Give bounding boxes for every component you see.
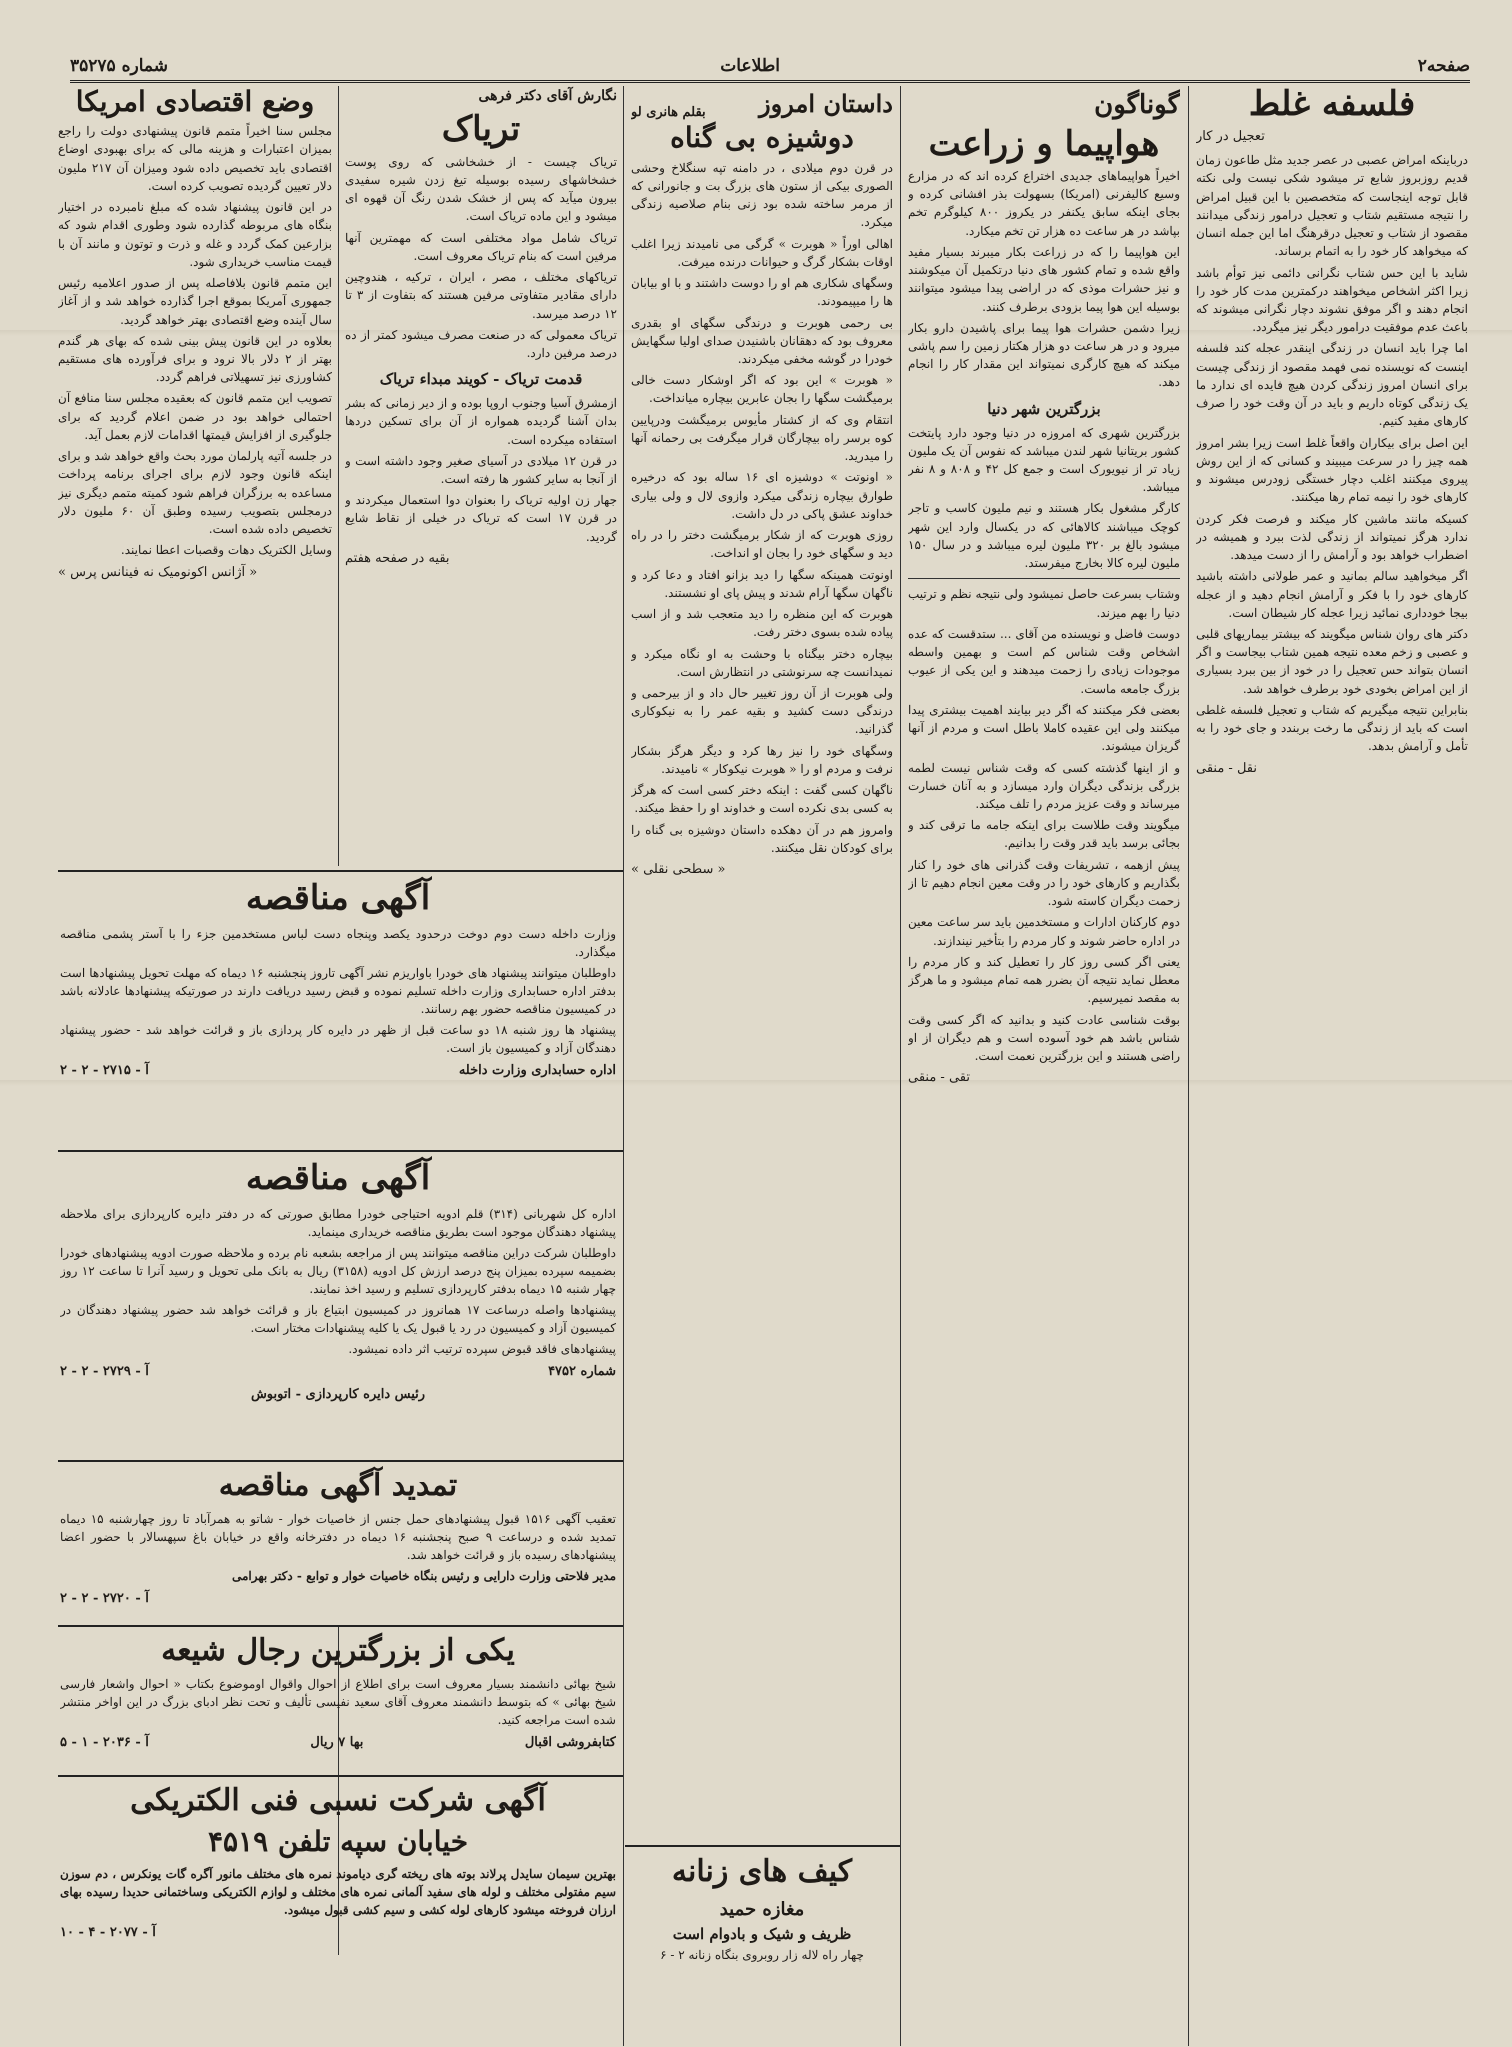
article-paragraph: بزرگترین شهری که امروزه در دنیا وجود دارد پایتخت کشور بریتانیا شهر لندن میباشد که نفوس آن یک ملیون زیاد تر از نیویورک است و جمع کل ۴۲ و ۸۰۸ و ۸ نفر میباشد. xyxy=(908,425,1180,495)
article-signature: « سطحی نقلی » xyxy=(631,862,726,878)
article-paragraph: تریاک معمولی که در صنعت مصرف میشود کمتر از ده درصد مرفین دارد. xyxy=(345,327,617,360)
article-subheading: قدمت تریاک - کویند مبداء تریاک xyxy=(379,370,583,389)
ad-tender-interior xyxy=(60,876,616,1146)
ad-title: آگهی مناقصه xyxy=(245,878,431,918)
article-opium xyxy=(345,86,617,866)
article-paragraph: در این قانون پیشنهاد شده که مبلغ نامبرده در اختیار بنگاه های مربوطه گذارده شود وطوری اقدام شود که بزارعین کمک گردد و غله و ذرت و توتون و مانند آن با قیمت مناسب خریداری شود. xyxy=(58,200,332,269)
ad-code: آ - ۲۰۳۶ - ۱ - ۵ xyxy=(60,1735,149,1750)
article-paragraph: اونوتت همینکه سگها را دید بزانو افتاد و دعا کرد و ناگهان سگها آرام شدند و پیش پای او نشستند. xyxy=(631,567,893,600)
article-paragraph: اگر میخواهید سالم بمانید و عمر طولانی داشته باشید کارهای خود را با فکر و آرامش انجام دهید و از عجله بیجا خودداری نمائید زیرا عجله کار شیطان است. xyxy=(1196,569,1468,620)
ad-code: آ - ۲۷۲۹ - ۲ - ۲ xyxy=(60,1363,149,1379)
ad-title: آگهی مناقصه xyxy=(245,1158,431,1198)
article-title: وضع اقتصادی امریکا xyxy=(75,86,315,118)
column-rule xyxy=(623,86,624,2046)
ad-title: یکی از بزرگترین رجال شیعه xyxy=(161,1633,515,1668)
article-title: دوشیزه بی گناه xyxy=(670,121,854,155)
column-rule xyxy=(1188,86,1189,2046)
ad-paragraph: پیشنهادهای فاقد قبوض سپرده ترتیب اثر داده نمیشود. xyxy=(348,1341,616,1356)
article-paragraph: بعضی فکر میکنند که اگر دیر بیایند اهمیت بیشتری پیدا میکنند ولی این عقیده کاملا باطل است و مردم از آنها گریزان میشوند. xyxy=(908,702,1180,754)
article-paragraph: کسیکه مانند ماشین کار میکند و فرصت فکر کردن ندارد هرگز نمیتواند از زندگی لذت ببرد و همیشه در اضطراب خواهد بود و آرامش را از دست میدهد. xyxy=(1196,511,1468,563)
section-divider xyxy=(58,1460,623,1462)
article-paragraph: شاید با این حس شتاب نگرانی دائمی نیز توأم باشد زیرا اکثر اشخاص میخواهند درکمترین مدت کار خود را انجام دهند و اگر موفق نشوند دچار نگرانی میشوند که باعث عدم موفقیت درامور دیگر نیز میگردد. xyxy=(1196,265,1468,335)
article-paragraph: اما چرا باید انسان در زندگی اینقدر عجله کند فلسفه اینست که نویسنده نمی فهمد مقصود از زندگی چیست برای انسان امروز زندگی کردن هیچ فایده ای ندارد ما یک زندگی کوتاه داریم و باید در آن وقت خود را صرف کارهای مفید کنیم. xyxy=(1196,341,1468,429)
article-paragraph: هوبرت که این منظره را دید متعجب شد و از اسب پیاده شده بسوی دختر رفت. xyxy=(631,607,893,640)
article-paragraph: بنابراین نتیجه میگیریم که شتاب و تعجیل فلسفه غلطی است که باید از زندگی ما رخت بربندد و جای خود را به تأمل و آرامش بدهد. xyxy=(1196,702,1468,754)
section-divider xyxy=(58,1775,623,1777)
ad-store: مغازه حمید xyxy=(719,1899,805,1920)
column-rule xyxy=(900,86,901,2046)
column-rule xyxy=(338,86,339,866)
article-paragraph: زیرا دشمن حشرات هوا پیما برای پاشیدن دارو بکار میرود و در هر ساعت دو هزار هکتار زمین را سم پاشی میکند که هیچ کارگری نمیتواند این مقدار کار را انجام دهد. xyxy=(908,320,1180,390)
ad-price: بها ۷ ریال xyxy=(310,1735,364,1750)
article-paragraph: « هوبرت » این بود که اگر اوشکار دست خالی برمیگشت سگها را بجان عابرین بیچاره میانداخت. xyxy=(631,373,893,406)
masthead xyxy=(70,52,1470,83)
article-paragraph: بیچاره دختر بیگناه با وحشت به او نگاه میکرد و نمیدانست چه سرنوشتی در انتظارش است. xyxy=(631,646,893,679)
ad-paragraph: وزارت داخله دست دوم دوخت درحدود یکصد وپنجاه دست لباس مستخدمین جزء را با آستر پشمی مناقصه میگذارد. xyxy=(60,926,616,959)
article-title: تریاک xyxy=(441,109,521,150)
paper-name: اطلاعات xyxy=(720,56,780,76)
article-byline: تعجیل در کار xyxy=(1196,129,1265,145)
article-paragraph: دوست فاضل و نویسنده من آقای ... ستدقست که عده اشخاص وقت شناس کم است و بهمین واسطه موجودات زیادی را زحمت میدهند و این یکی از عیوب بزرگ جامعه ماست. xyxy=(908,626,1180,696)
article-paragraph: ناگهان کسی گفت : اینکه دختر کسی است که هرگز به کسی بدی نکرده است و خداوند او را حفظ میکند. xyxy=(631,783,893,816)
ad-paragraph: تعقیب آگهی ۱۵۱۶ قبول پیشنهادهای حمل جنس از خاصیات خوار - شاتو به همرآباد تا روز چهارشنبه ۱۵ دیماه تمدید شده و درساعت ۹ صبح پنجشنبه ۱۶ دیماه در دفترخانه واقع در خیابان باغ سپهسالار با حضور اعضا پیشنهادهای رسیده باز و قرائت خواهد شد. xyxy=(60,1512,616,1562)
ad-tender-extension xyxy=(60,1466,616,1621)
article-paragraph: تصویب این متمم قانون که بعقیده مجلس سنا منافع آن احتمالی خواهد بود در ضمن اعلام گردید که برای جلوگیری از افزایش قیمتها اقدامات لازم بعمل آید. xyxy=(58,391,332,442)
ad-address: چهار راه لاله زار روبروی بنگاه زنانه ۲ - ۶ xyxy=(660,1947,864,1962)
ad-signer: مدیر فلاحتی وزارت دارایی و رئیس بنگاه خاصیات خوار و توابع - دکتر بهرامی xyxy=(232,1569,616,1583)
article-paragraph: تریاک چیست - از خشخاشی که روی پوست خشخاشهای رسیده بوسیله تیغ زدن شیره سفیدی بیرون میآید که پس از خشک شدن رنگ آن قهوه ای میشود و این ماده تریاک است. xyxy=(345,154,617,224)
ad-subtitle: خیابان سپه تلفن ۴۵۱۹ xyxy=(207,1825,469,1858)
section-kicker: داستان امروز xyxy=(759,89,893,118)
article-paragraph: وسگهای خود را نیز رها کرد و دیگر هرگز بشکار نرفت و مردم او را « هوبرت نیکوکار » نامیدند. xyxy=(631,743,893,776)
ad-paragraph: پیشنهادها واصله درساعت ۱۷ همانروز در کمیسیون ابتیاع باز و قرائت خواهد شد حضور پیشنهاد دهندگان در کمیسیون آزاد و کمیسیون در رد یا قبول یک یا کلیه پیشنهادات مختار است. xyxy=(60,1302,616,1335)
ad-code: آ - ۲۷۲۰ - ۲ - ۲ xyxy=(60,1591,149,1606)
article-title: فلسفه غلط xyxy=(1248,86,1416,124)
article-paragraph: وسایل الکتریک دهات وقصبات اعطا نمایند. xyxy=(120,543,332,558)
article-signature: نقل - منقی xyxy=(1196,760,1257,776)
article-paragraph: روزی هوبرت که از شکار برمیگشت دختر را در راه دید و سگهای خود را بجان او انداخت. xyxy=(631,528,893,561)
ad-paragraph: داوطلبان شرکت دراین مناقصه میتوانند پس از مراجعه بشعبه نام برده و ملاحظه صورت ادویه پیشنهادهای خودرا بضمیمه سپرده بمیزان پنج درصد ارزش کل ادویه (۳۱۵۸) ریال به بانک ملی تحویل و رسید آنرا تا ساعت ۱۲ روز چهار شنبه ۱۵ دیماه بدفتر کارپردازی تسلیم و رسید اخذ نمایند. xyxy=(60,1245,616,1296)
ad-electric-company xyxy=(60,1781,616,1971)
article-paragraph: وسگهای شکاری هم او را دوست داشتند و با او بیابان ها را میپیمودند. xyxy=(631,276,893,309)
article-paragraph: وشتاب بسرعت حاصل نمیشود ولی نتیجه نظم و ترتیب دنیا را بهم میزند. xyxy=(908,587,1180,620)
article-paragraph: میگویند وقت طلاست برای اینکه جامه ما ترقی کند و بجائی برسد باید قدر وقت را بدانیم. xyxy=(908,818,1180,851)
section-kicker: گوناگون xyxy=(1094,90,1180,120)
ad-signer: اداره حسابداری وزارت داخله xyxy=(458,1062,616,1078)
article-paragraph: انتقام وی که از کشتار مأیوس برمیگشت ودرپایین کوه برسر راه بیچارگان قرار میگرفت بی رحمانه آنها را میدرید. xyxy=(631,412,893,464)
article-byline: بقلم هانری لو xyxy=(631,104,706,120)
article-paragraph: بی رحمی هوبرت و درندگی سگهای او بقدری معروف بود که دهقانان باشنیدن صدای اولیا سگهایش خودرا در گوشه مخفی میکردند. xyxy=(631,315,893,366)
ad-code: آ - ۲۰۷۷ - ۴ - ۱۰ xyxy=(60,1924,156,1940)
section-divider xyxy=(58,1150,623,1152)
article-paragraph: در جلسه آتیه پارلمان مورد بحث واقع خواهد شد و برای اینکه قانون وجود لازم برای اجرای برنامه پرداخت مساعده به برزگران فراهم شود کمیته متمم دیگری نیز درمجلس بتصویب رسیده وطبق آن ۶۰ ملیون دلار تخصیص داده شده است. xyxy=(58,449,332,537)
article-paragraph: بعلاوه در این قانون پیش بینی شده که بهای هر گندم بهتر از ۲ دلار بالا نرود و برای فرآورده های مستقیم کشاورزی نیز تسهیلاتی فراهم گردد. xyxy=(58,333,332,385)
article-signature: « آژانس اکونومیک نه فینانس پرس » xyxy=(58,564,258,580)
article-misc xyxy=(908,86,1180,2036)
ad-title: کیف های زنانه xyxy=(671,1854,853,1889)
article-paragraph: تریاک شامل مواد مختلفی است که مهمترین آنها مرفین است که بنام تریاک معروف است. xyxy=(345,230,617,263)
article-paragraph: مجلس سنا اخیراً متمم قانون پیشنهادی دولت را راجع بمیزان اعتبارات و هزینه مالی که برای بهبودی اوضاع اقتصادی باید تخصیص داده شود ومیزان آن ۲۱۷ ملیون دلار تعیین گردیده تصویب کرده است. xyxy=(58,124,332,193)
issue-label: شماره ۳۵۲۷۵ xyxy=(70,56,168,76)
article-paragraph: دکتر های روان شناس میگویند که بیشتر بیماریهای قلبی و عصبی و زخم معده نتیجه همین شتاب بیجاست و اگر انسان بتواند حس تعجیل را در خود از بین ببرد بسیاری از این امراض بخودی خود برطرف خواهد شد. xyxy=(1196,627,1468,696)
article-paragraph: دوم کارکنان ادارات و مستخدمین باید سر ساعت معین در اداره حاضر شوند و کار مردم را بتأخیر نیندازند. xyxy=(908,915,1180,948)
ad-paragraph: بهترین سیمان سایدل پرلاند بوته های ریخته گری دیاموند نمره های مختلف مانور آگره گات یونکرس ، دم سوزن سیم مفتولی مختلف و لوله های سفید آلمانی نمره های مختلف و لوازم الکتریکی وساختمانی حدیدا رسیده بهای ارزان فروخته میشود کارهای لوله کشی و سیم کشی قبول میشود. xyxy=(60,1866,616,1917)
section-divider xyxy=(58,870,623,872)
ad-paragraph: داوطلبان میتوانند پیشنهاد های خودرا باواریزم نشر آگهی تاروز پنجشنبه ۱۶ دیماه که مهلت تحویل پیشنهادها است بدفتر اداره حسابداری وزارت داخله تسلیم نموده و قبض رسید دریافت دارند در صورتیکه پیشنهادها عادلانه باشد در کمیسیون مناقصه حضور بهم رسانند. xyxy=(60,965,616,1016)
ad-code: آ - ۲۷۱۵ - ۲ - ۲ xyxy=(60,1062,149,1078)
article-paragraph: جهار زن اولیه تریاک را بعنوان دوا استعمال میکردند و در قرن ۱۷ است که تریاک در خیلی از نقاط شایع گردید. xyxy=(345,493,617,544)
ad-tender-police xyxy=(60,1156,616,1456)
ad-paragraph: اداره کل شهربانی (۳۱۴) قلم ادویه احتیاجی خودرا مطابق صورتی که در دفتر دایره کارپردازی برای ملاحظه پیشنهاد دهندگان موجود است بطریق مناقصه خریداری مینماید. xyxy=(60,1206,616,1239)
article-title: هواپیما و زراعت xyxy=(928,123,1160,164)
ad-number: شماره ۴۷۵۲ xyxy=(548,1363,616,1379)
continued-note: بقیه در صفحه هفتم xyxy=(345,550,450,566)
article-paragraph: وامروز هم در آن دهکده داستان دوشیزه بی گناه را برای کودکان نقل میکنند. xyxy=(631,822,893,855)
article-paragraph: « اونوتت » دوشیزه ای ۱۶ ساله بود که درخیره طوارق بیچاره زندگی میکرد وازوی لال و ولی بیاری خداوند عشق پاکی در دل داشت. xyxy=(631,470,893,521)
ad-signer: رئیس دایره کارپردازی - اتوبوش xyxy=(250,1387,426,1403)
article-paragraph: اهالی اوراً « هوبرت » گرگی می نامیدند زیرا اغلب اوقات بشکار گرگ و حیوانات درنده میرفت. xyxy=(631,236,893,269)
article-philosophy xyxy=(1196,86,1468,2036)
article-story xyxy=(631,86,893,1841)
section-divider xyxy=(58,1625,623,1627)
article-subheading: بزرگترین شهر دنیا xyxy=(987,399,1101,418)
ad-paragraph: پیشنهاد ها روز شنبه ۱۸ دو ساعت قبل از ظهر در دایره کار پردازی باز و قرائت خواهد شد - حضور پیشنهاد دهندگان آزاد و کمیسیون باز است. xyxy=(60,1022,616,1055)
ad-title: تمدید آگهی مناقصه xyxy=(218,1468,458,1503)
article-paragraph: ولی هوبرت از آن روز تغییر حال داد و از بیرحمی و درندگی دست کشید و بقیه عمر را به نیکوکاری گذرانید. xyxy=(631,685,893,737)
article-paragraph: اخیراً هواپیماهای جدیدی اختراع کرده اند که در مزارع وسیع کالیفرنی (امریکا) بسهولت بذر افشانی کرده و بجای اینکه سابق یکنفر در یکروز ۸۰۰ کیلوگرم تخم بپاشد در هر ساعت ده هزار تن تخم میکارد. xyxy=(908,168,1180,238)
article-paragraph: در قرن دوم میلادی ، در دامنه تپه سنگلاخ وحشی الصوری بیکی از ستون های بزرگ بت و جانورانی که از مرمر ساخته شده بود زنی بنام صلاصیه زندگی میکرد. xyxy=(631,160,893,230)
ad-tagline: ظریف و شیک و بادوام است xyxy=(672,1925,852,1943)
section-divider xyxy=(625,1845,900,1847)
section-divider xyxy=(908,578,1180,579)
article-paragraph: درباینکه امراض عصبی در عصر جدید مثل طاعون زمان قدیم روزبروز شایع تر میشود شکی نیست ولی نکته قابل توجه اینجاست که متخصصین با این قبیل امراض را نتیجه مستقیم شتاب و تعجیل درامور زندگی میدانند مقصود از شتاب و تعجیل درقرهنگ اما این جمله انسان که میخواهد کار خود را به اتمام برساند. xyxy=(1196,153,1468,259)
article-paragraph: و از اینها گذشته کسی که وقت شناس نیست لطمه بزرگی بزندگی دیگران وارد میسازد و به آنان خسارت میرساند و وقت عزیز مردم را تلف میکند. xyxy=(908,760,1180,811)
article-paragraph: بوقت شناسی عادت کنید و بدانید که اگر کسی وقت شناس باشد هم خود آسوده است و هم دیگران از او راضی هستند و این بزرگترین نعمت است. xyxy=(908,1012,1180,1064)
article-paragraph: این اصل برای بیکاران واقعاً غلط است زیرا بشر امروز همه چیز را در سرعت میبیند و کسانی که از این روش پیروی میکنند اغلب دچار خستگی زودرس میشوند و کارهای خود را نیمه تمام رها میکنند. xyxy=(1196,435,1468,505)
article-paragraph: تریاکهای مختلف ، مصر ، ایران ، ترکیه ، هندوچین دارای مقادیر متفاوتی مرفین هستند که بتفاوت از ۳ تا ۱۲ درصد میرسد. xyxy=(345,270,617,321)
article-us-economy xyxy=(58,86,332,866)
article-paragraph: کارگر مشغول بکار هستند و نیم ملیون کاسب و تاجر کوچک میباشند کالاهائی که در یکسال وارد این شهر میشود بالغ بر ۳۲۰ ملیون لیره میباشد و در سال ۱۵۰ ملیون لیره کالا بخارج میفرستد. xyxy=(908,501,1180,571)
ad-handbags xyxy=(631,1852,893,1972)
article-paragraph: این متمم قانون بلافاصله پس از صدور اعلامیه رئیس جمهوری آمریکا بموقع اجرا گذارده خواهد شد و از آغاز سال آینده وضع اقتصادی بهتر خواهد گردید. xyxy=(58,276,332,327)
ad-book xyxy=(60,1631,616,1771)
article-paragraph: این هواپیما را که در زراعت بکار میبرند بسیار مفید واقع شده و تمام کشور های دنیا درتکمیل آن میکوشند و نیز حشرات موذی که در اراضی پیدا میشود میتوانند بوسیله این هوا پیما بزودی برطرف کنند. xyxy=(908,244,1180,314)
article-signature: تقی - منقی xyxy=(908,1070,970,1086)
ad-paragraph: شیخ بهائی دانشمند بسیار معروف است برای اطلاع از احوال واقوال اوموضوع بکتاب « احوال واشعار فارسی شیخ بهائی » که بتوسط دانشمند معروف آقای سعید نفیسی تألیف و تحت نظر ادبای بزرگ در این اواخر منتشر شده است مراجعه کنید. xyxy=(60,1677,616,1727)
page-label: صفحه۲ xyxy=(1417,56,1470,76)
ad-title: آگهی شرکت نسبی فنی الکتریکی xyxy=(130,1783,546,1818)
article-paragraph: ازمشرق آسیا وجنوب اروپا بوده و از دیر زمانی که بشر بدان آشنا گردیده همواره از آن برای تسکین دردها استفاده میکرده است. xyxy=(345,396,617,447)
article-byline: نگارش آقای دکتر فرهی xyxy=(478,88,617,104)
article-paragraph: پیش ازهمه ، تشریفات وقت گذرانی های خود را کنار بگذاریم و کارهای خود را در وقت معین انجام دهیم تا از زحمت دیگران کاسته شود. xyxy=(908,857,1180,909)
article-paragraph: در قرن ۱۲ میلادی در آسیای صغیر وجود داشته است و از آنجا به سایر کشور ها رفته است. xyxy=(345,453,617,486)
ad-seller: کتابفروشی اقبال xyxy=(524,1735,616,1750)
article-paragraph: یعنی اگر کسی روز کار را تعطیل کند و کار مردم را معطل نماید نتیجه آن بضرر همه تمام میشود و ما هرگز به مقصد نمیرسیم. xyxy=(908,954,1180,1006)
